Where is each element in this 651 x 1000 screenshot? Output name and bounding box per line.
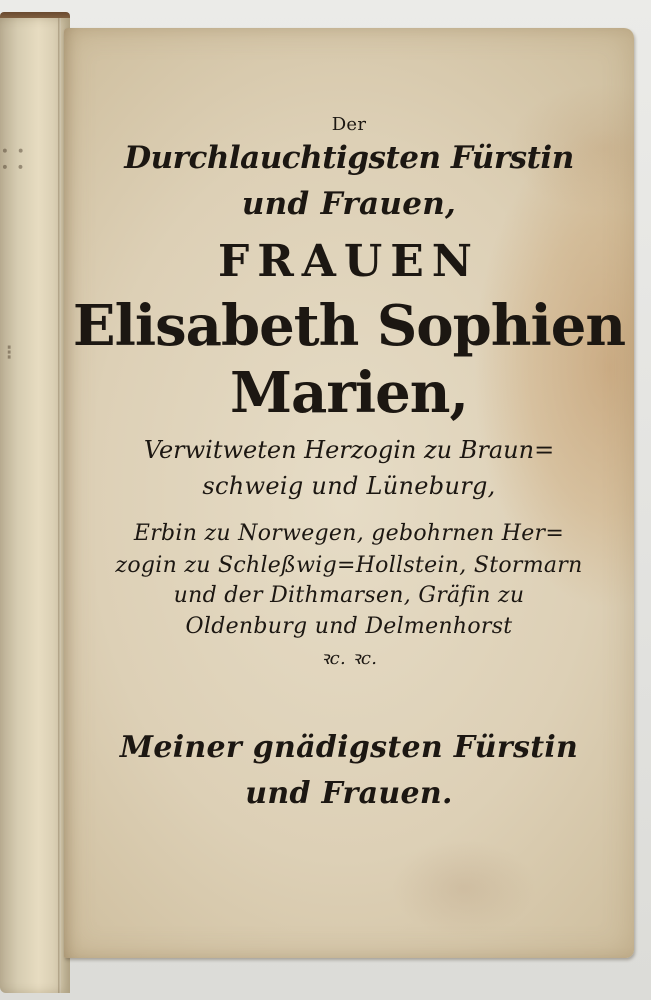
- titles-line-oldenburg: Oldenburg und Delmenhorst: [185, 614, 513, 639]
- dedication-line-marien: Marien,: [230, 360, 468, 426]
- titles-line-erbin: Erbin zu Norwegen, gebohrnen Her=: [133, 521, 565, 546]
- page-gutter-shadow: [58, 18, 61, 993]
- title-page: [64, 28, 634, 958]
- dedication-line-elisabeth-sophien: Elisabeth Sophien: [72, 293, 626, 359]
- dedication-der: Der: [331, 114, 367, 135]
- titles-line-schweig: schweig und Lüneburg,: [202, 472, 496, 500]
- left-page-bleed-mark: ⸬: [2, 145, 24, 175]
- titles-line-verwitweten: Verwitweten Herzogin zu Braun=: [143, 436, 555, 464]
- closing-line-meiner: Meiner gnädigsten Fürstin: [119, 730, 579, 765]
- titles-line-etc: ꝛc. ꝛc.: [320, 648, 378, 669]
- left-page-bleed-mark: ⁝: [6, 340, 13, 364]
- closing-line-und-frauen: und Frauen.: [245, 776, 453, 811]
- dedication-line-durchlauchtigsten: Durchlauchtigsten Fürstin: [124, 140, 574, 176]
- dedication-line-frauen-caps: FRAUEN: [217, 236, 481, 287]
- titles-line-zogin: zogin zu Schleßwig=Hollstein, Stormarn: [115, 553, 583, 578]
- titles-line-dithmarsen: und der Dithmarsen, Gräfin zu: [173, 583, 525, 608]
- dedication-line-und-frauen: und Frauen,: [241, 186, 457, 222]
